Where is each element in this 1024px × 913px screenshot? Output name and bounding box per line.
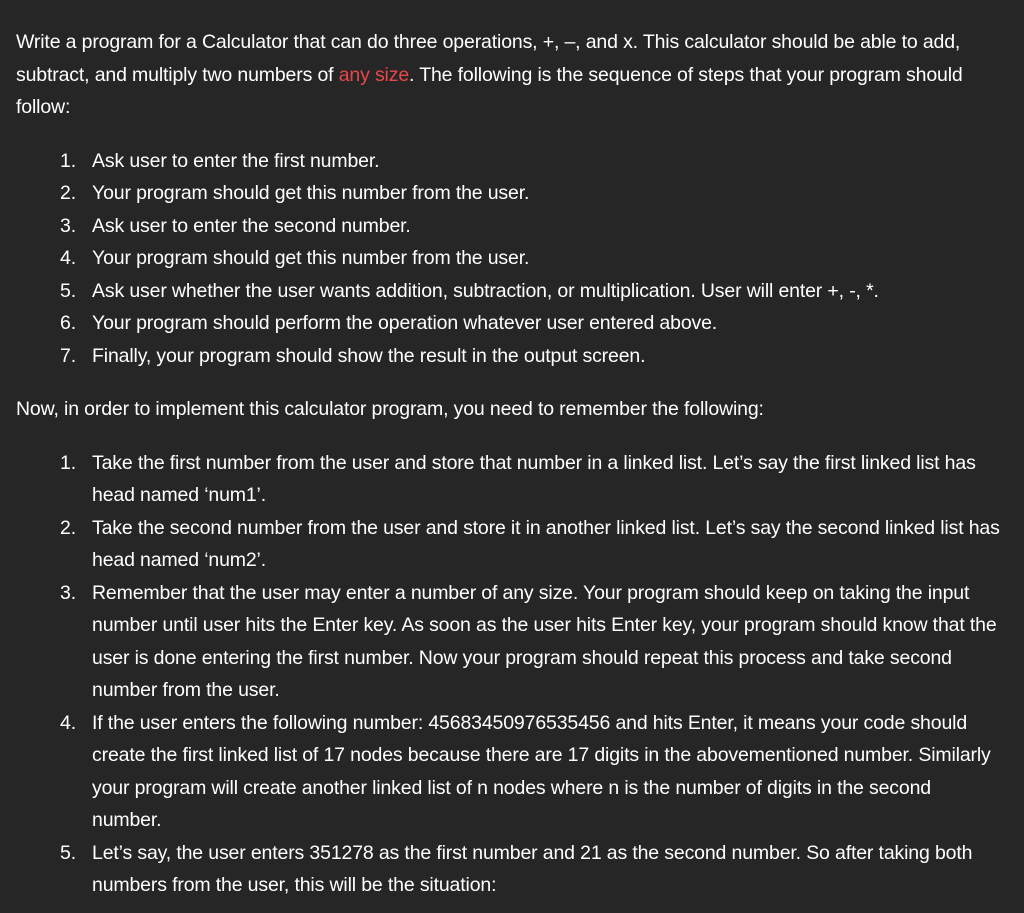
intro-text-before: Write a program for a Calculator that can do three operations, +, –, and x. This calculator should be able to add, subtract, and multiply two numbers of xyxy=(16,31,961,86)
list-number: 1. xyxy=(60,451,76,474)
list-number: 5. xyxy=(60,841,76,864)
list-number: 2. xyxy=(60,182,76,204)
list-number: 3. xyxy=(60,214,76,237)
list-text: Remember that the user may enter a number of any size. Your program should keep on taking the input number until user hits the Enter key. As soon as the user hits Enter key, your program should know that the user is done entering the first number. Now your program should repeat this process and take second number from the user. xyxy=(92,581,997,701)
middle-paragraph: Now, in order to implement this calculator program, you need to remember the following: xyxy=(16,398,764,420)
list-item xyxy=(16,307,1004,340)
list-text: Take the second number from the user and store it in another linked list. Let’s say the second linked list has head named ‘num2’. xyxy=(92,516,1000,571)
list-item xyxy=(16,340,1004,373)
list-number: 2. xyxy=(60,516,76,539)
intro-highlight: any size xyxy=(338,63,410,86)
program-steps-list xyxy=(16,145,1004,373)
intro-paragraph xyxy=(16,26,1004,124)
list-item xyxy=(16,837,1004,902)
list-item xyxy=(16,275,1004,308)
list-text: Let’s say, the user enters 351278 as the first number and 21 as the second number. So after taking both numbers from the user, this will be the situation: xyxy=(92,841,973,896)
list-number: 4. xyxy=(60,711,76,734)
list-text: Ask user whether the user wants addition, subtraction, or multiplication. User will enter +, -, *. xyxy=(92,279,879,302)
list-text: Your program should perform the operation whatever user entered above. xyxy=(92,312,718,334)
list-text: If the user enters the following number: 45683450976535456 and hits Enter, it means your code should create the first linked list of 17 nodes because there are 17 digits in the abovementioned number. Similarly your program will create another linked list of n nodes where n is the number of digits in the second number. xyxy=(92,711,991,831)
list-item xyxy=(16,447,1004,512)
list-text: Ask user to enter the first number. xyxy=(92,149,380,172)
list-item xyxy=(16,145,1004,178)
list-text: Your program should get this number from the user. xyxy=(92,247,530,269)
list-item xyxy=(16,242,1004,275)
list-item xyxy=(16,577,1004,707)
intro-text-after: . The following is the sequence of steps that your program should follow: xyxy=(16,63,963,118)
list-text: Take the first number from the user and store that number in a linked list. Let’s say the first linked list has head named ‘num1’. xyxy=(92,451,976,506)
list-number: 6. xyxy=(60,312,76,334)
list-item xyxy=(16,707,1004,837)
list-text: Finally, your program should show the result in the output screen. xyxy=(92,344,646,367)
list-number: 1. xyxy=(60,149,76,172)
list-number: 3. xyxy=(60,581,76,604)
list-item xyxy=(16,210,1004,243)
list-number: 7. xyxy=(60,344,76,367)
list-number: 4. xyxy=(60,247,76,269)
list-text: Ask user to enter the second number. xyxy=(92,214,411,237)
list-text: Your program should get this number from the user. xyxy=(92,182,530,204)
list-item xyxy=(16,512,1004,577)
implementation-notes-list xyxy=(16,447,1004,902)
list-item xyxy=(16,177,1004,210)
list-number: 5. xyxy=(60,279,76,302)
